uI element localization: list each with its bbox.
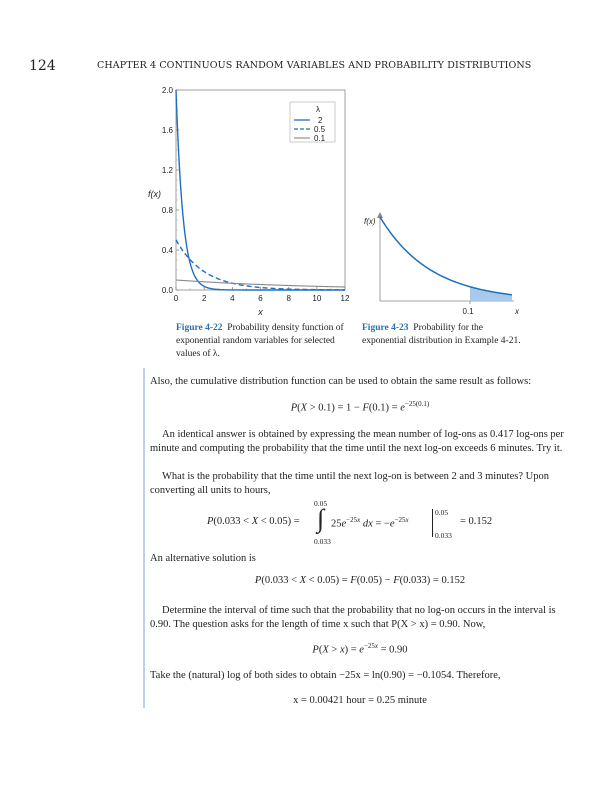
evaluation-lower: 0.033: [435, 531, 452, 540]
series-line-lambda-0-1: [176, 280, 345, 287]
chapter-title: CHAPTER 4 CONTINUOUS RANDOM VARIABLES AND PROBABILITY DISTRIBUTIONS: [97, 60, 532, 71]
x-tick-label: 0: [173, 294, 179, 303]
caption-text: Probability for the exponential distribution in Example 4-21.: [362, 323, 521, 346]
equation-cdf: $P(X > 0.1) = 1 - F(0.1) = e^{-25(0.1)}$: [290, 400, 430, 414]
legend-title: λ: [316, 105, 320, 114]
y-tick-label: 1.6: [161, 126, 173, 135]
paragraph: Take the (natural) log of both sides to obtain −25x = ln(0.90) = −0.1054. Therefore,: [150, 670, 501, 681]
y-tick-label: 1.2: [161, 166, 173, 175]
x-tick-label: 10: [312, 294, 322, 303]
paragraph: Determine the interval of time such that the probability that no log-on occurs in the interval is 0.90. The question asks for the length of time x such that P(X > x) = 0.90. Now,: [150, 605, 556, 630]
caption-label: Figure 4-23: [362, 323, 409, 333]
x-axis-label: x: [258, 307, 263, 317]
paragraph: Also, the cumulative distribution function can be used to obtain the same result as follows:: [150, 376, 532, 387]
paragraph: An identical answer is obtained by expressing the mean number of log-ons as 0.417 log-ons per minute and computing the probability that the time until the next log-on exceeds 6 minutes. Try it.: [150, 429, 564, 454]
density-curve: [380, 217, 512, 295]
x-tick-label: 2: [201, 294, 207, 303]
evaluation-upper: 0.05: [435, 508, 449, 517]
equation-survival: $P(X > x) = e^{-25x} = 0.90$: [312, 642, 408, 656]
y-axis-label: f(x): [148, 189, 161, 199]
evaluation-bar: [432, 509, 433, 537]
legend-entry-lambda-0-5: 0.5: [314, 125, 326, 134]
equation-integrand: $25e^{-25x}$ dx = $-e^{-25x}$: [331, 516, 409, 530]
equation-final: x = 0.00421 hour = 0.25 minute: [293, 695, 427, 706]
x-tick-label: 8: [286, 294, 291, 303]
caption-label: Figure 4-22: [176, 323, 223, 333]
integral-sign: ∫: [317, 504, 325, 533]
figure-4-22-caption: [176, 322, 356, 361]
equation-result: = 0.152: [460, 516, 493, 527]
x-tick-label: 4: [230, 294, 235, 303]
page-number: 124: [29, 58, 56, 74]
x-tick-label: 0.1: [462, 307, 474, 316]
legend-box: [290, 102, 335, 142]
legend-entry-lambda-0-1: 0.1: [314, 134, 326, 143]
x-tick-label: 12: [340, 294, 350, 303]
y-tick-label: 2.0: [161, 86, 173, 95]
figure-4-22-chart: [140, 80, 360, 320]
equation-integral-left: P(0.033 < X < 0.05) =: [207, 516, 300, 527]
y-tick-label: 0.8: [161, 206, 173, 215]
x-tick-label: 6: [258, 294, 263, 303]
caption-text: Probability density function of exponential random variables for selected values of λ.: [176, 323, 344, 359]
series-line-lambda-0-5: [176, 240, 345, 290]
y-tick-label: 0.4: [161, 246, 173, 255]
paragraph: An alternative solution is: [150, 553, 256, 564]
example-sidebar-rule: [143, 368, 145, 708]
y-axis-label: f(x): [364, 217, 376, 226]
integral-upper-limit: 0.05: [314, 499, 328, 508]
integral-lower-limit: 0.033: [314, 537, 331, 546]
equation-alternative: P(0.033 < X < 0.05) = F(0.05) − F(0.033) = 0.152: [254, 575, 466, 586]
figure-4-23-caption: [362, 322, 522, 348]
paragraph: What is the probability that the time until the next log-on is between 2 and 3 minutes? Upon converting all units to hours,: [150, 471, 549, 496]
legend-entry-lambda-2: 2: [318, 116, 323, 125]
legend: [290, 102, 335, 143]
figure-4-23-chart: [358, 200, 523, 322]
y-tick-label: 0.0: [161, 286, 173, 295]
x-axis-label: x: [515, 307, 519, 316]
